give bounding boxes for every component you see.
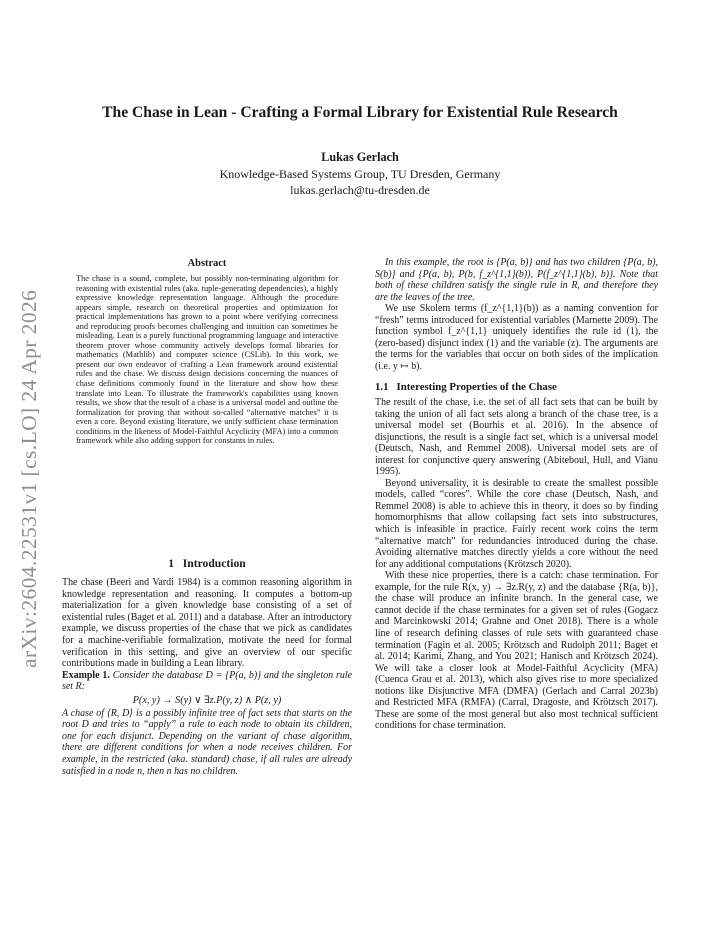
subsection-heading [375,382,658,394]
abstract-heading: Abstract [187,258,227,269]
example-text: A chase of ⟨R, D⟩ is a possibly infinite tree of fact sets that starts on the root D and tries to “apply” a rule to each node to obtain its children, one for each disjunct. Depending on the variant of chase algorithm, there are different conditions for when a node receives children. For example, in the restricted (aka. standard) chase, if all rules are already satisfied in a node n, then n has no children. [62,707,352,777]
author-email[interactable]: lukas.gerlach@tu-dresden.de [290,183,430,197]
example-intro-text: Consider the database D = {P(a, b)} and the singleton rule set R: [62,669,352,693]
section-number: 1 [168,557,175,570]
example-continuation: In this example, the root is {P(a, b)} and has two children {P(a, b), S(b)} and {P(a, b), P(b, f_z^{1,1}(b)), P(f_z^{1,1}(b), b)}. Note that both of these children satisfy the single rule in R, and therefore they are the leaves of the tree. [375,257,658,303]
section-title: Introduction [182,557,246,570]
subsection-title: Interesting Properties of the Chase [396,381,557,394]
subsection-number: 1.1 [375,381,389,394]
author-name: Lukas Gerlach [321,150,399,164]
catch-paragraph: With these nice properties, there is a catch: chase termination. For example, for the rule R(x, y) → ∃z.R(y, z) and the database {R(a, b)}, the chase will produce an infinite branch. In the general case, we cannot decide if the chase terminates for a given set of rules (Gogacz and Marcinkowski 2014; Grahne and Onet 2018). There is a whole line of research defining classes of rule sets with guaranteed chase termination (Fagin et al. 2005; Krötzsch and Rudolph 2011; Baget et al. 2014; Karimi, Zhang, and You 2021; Hanisch and Krötzsch 2024). We will take a closer look at Model-Faithful Acyclicity (MFA) (Cuenca Grau et al. 2013), which also gives rise to more specialized notions like Disjunctive MFA (DMFA) (Gerlach and Carral 2023b) and Restricted MFA (RMFA) (Carral, Dragoste, and Krötzsch 2017). These are some of the most general but also most technical sufficient conditions for chase termination. [375,570,658,732]
result-paragraph: The result of the chase, i.e. the set of all fact sets that can be built by taking the union of all fact sets along a branch of the chase tree, is a universal model set (Bourhis et al. 2016). In the absence of disjunctions, the result is a single fact set, which is a universal model (Deutsch, Nash, and Remmel 2008). Universal model sets are of interest for conjunctive query answering (Abiteboul, Hull, and Vianu 1995). [375,397,658,478]
arxiv-identifier: arXiv:2604.22531v1 [cs.LO] 24 Apr 2026 [17,289,41,668]
abstract-text: The chase is a sound, complete, but possibly non-terminating algorithm for reasoning with existential rules (aka. tuple-generating dependencies), a highly expressive knowledge representation language. Although the procedure appears simple, research on theoretical properties and optimization for practical implementations has grown to a point where verifying correctness and reproducing proofs becomes challenging and intuition can sometimes be misleading. Lean is a purely functional programming language and interactive theorem prover whose community actively develops formal libraries for mathematics (Mathlib) and computer science (CSLib). In this work, we present our own endeavor of crafting a Lean framework around existential rules and the chase. We discuss design decisions concerning the nuances of chase definitions commonly found in the literature and show how these translate into Lean. To illustrate the framework's capabilities using known results, we show that the result of a chase is a universal model and outline the formalization for proving that without so-called “alternative matches” it is even a core. Beyond existing literature, we unify sufficient chase termination conditions in the likeness of Model-Faithful Acyclicity (MFA) into a common framework while also adding support for constants in rules. [76,274,338,446]
introduction-body [62,577,352,777]
paper-title: The Chase in Lean - Crafting a Formal Library for Existential Rule Research [102,104,618,121]
intro-paragraph: The chase (Beeri and Vardi 1984) is a common reasoning algorithm in knowledge representation and reasoning. It computes a bottom-up materialization for a given knowledge base consisting of a set of existential rules (Baget et al. 2011) and a database. After an introductory example, we discuss properties of the chase that we pick as candidates for a machine-verifiable formalization, motivate the need for formal verification in this setting, and give an overview of our specific contributions made in building a Lean library. [62,577,352,670]
example-label: Example 1. [62,669,110,681]
beyond-paragraph: Beyond universality, it is desirable to create the smallest possible models, called “cores”. While the core chase (Deutsch, Nash, and Remmel 2008) is able to achieve this in theory, it does so by finding homomorphisms that allow collapsing fact sets into substructures, which is infeasible in practice. Fairly recent work coins the term “alternative match” for redundancies introduced during the chase. Avoiding alternative matches directly yields a core without the need for any additional computations (Krötzsch 2020). [375,477,658,570]
example-intro [62,670,352,693]
right-column [375,257,658,732]
section-heading-introduction [62,557,352,570]
author-affiliation: Knowledge-Based Systems Group, TU Dresden, Germany [219,167,501,181]
skolem-paragraph: We use Skolem terms (f_z^{1,1}(b)) as a naming convention for “fresh” terms introduced for existential variables (Marnette 2009). The function symbol f_z^{1,1} uniquely identifies the rule id (1), the (zero-based) disjunct index (1) and the variable (z). The arguments are the terms for the variables that occur on both sides of the implication (i.e. y ↦ b). [375,303,658,372]
example-rule-formula: P(x, y) → S(y) ∨ ∃z.P(y, z) ∧ P(z, y) [132,694,282,706]
